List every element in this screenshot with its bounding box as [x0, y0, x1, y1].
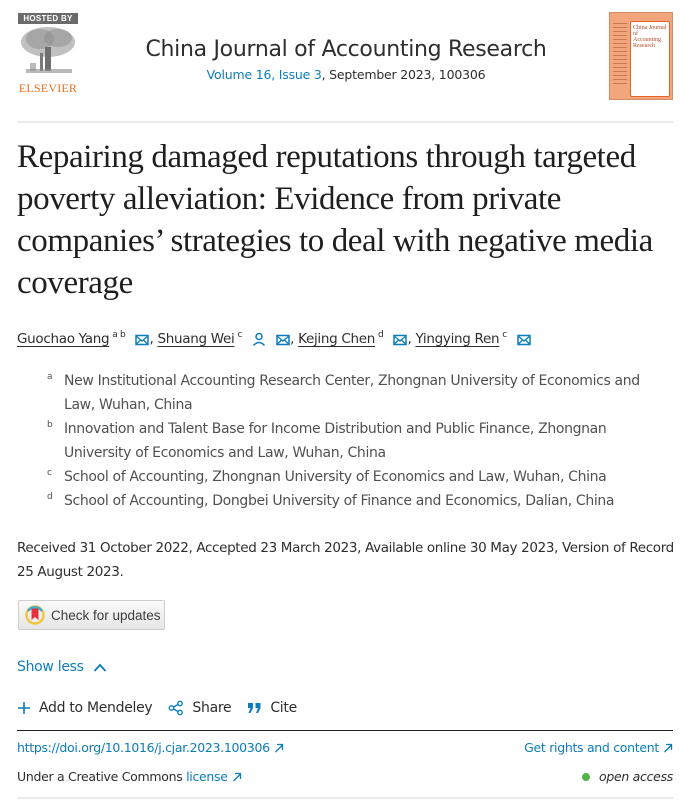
check-for-updates-button[interactable]	[18, 600, 165, 630]
add-to-mendeley-button[interactable]	[17, 700, 152, 716]
chevron-up-icon	[93, 663, 107, 672]
affiliation-text: New Institutional Accounting Research Center, Zhongnan University of Economics and Law, Wuhan, China	[64, 373, 640, 413]
author-link[interactable]: Yingying Ren	[415, 331, 500, 347]
license-link[interactable]	[186, 769, 242, 784]
publication-history: Received 31 October 2022, Accepted 23 March 2023, Available online 30 May 2023, Version of Record 25 August 2023.	[17, 540, 674, 580]
elsevier-wordmark: ELSEVIER	[18, 81, 78, 95]
open-access-badge	[582, 769, 673, 784]
article-actions	[17, 700, 313, 716]
affiliation-text: School of Accounting, Dongbei University of Finance and Economics, Dalian, China	[64, 493, 615, 509]
author-separator: ,	[149, 331, 158, 347]
doi-link[interactable]	[17, 740, 284, 755]
cite-button[interactable]	[247, 700, 297, 716]
license-link-text: license	[186, 769, 228, 784]
author-affiliation-marks[interactable]: c	[237, 330, 243, 340]
author-separator: ,	[407, 331, 416, 347]
open-access-label: open access	[599, 769, 673, 784]
corresponding-author-icon[interactable]	[252, 332, 266, 346]
journal-cover-image[interactable]	[609, 12, 673, 100]
author-separator: ,	[290, 331, 299, 347]
email-icon[interactable]	[276, 334, 290, 346]
author-list	[17, 325, 531, 349]
header-divider	[17, 121, 673, 123]
volume-issue-separator: ,	[271, 67, 279, 82]
doi-text: https://doi.org/10.1016/j.cjar.2023.100306	[17, 740, 270, 755]
affiliation-label: b	[47, 420, 53, 430]
journal-title[interactable]: China Journal of Accounting Research	[145, 37, 547, 62]
share-label: Share	[192, 700, 232, 716]
email-icon[interactable]	[393, 334, 407, 346]
quote-icon	[247, 702, 262, 714]
email-icon[interactable]	[517, 334, 531, 346]
show-less-toggle[interactable]	[17, 659, 107, 675]
external-link-icon	[232, 772, 242, 782]
open-access-dot-icon	[582, 773, 590, 781]
cite-label: Cite	[270, 700, 297, 716]
issue-date-article-number: , September 2023, 100306	[321, 67, 486, 82]
rights-link-text: Get rights and content	[524, 740, 659, 755]
get-rights-and-content-link[interactable]	[524, 740, 673, 755]
affiliation-text: School of Accounting, Zhongnan University of Economics and Law, Wuhan, China	[64, 469, 607, 485]
author-link[interactable]: Guochao Yang	[17, 331, 110, 347]
affiliation-item	[47, 417, 667, 465]
email-icon[interactable]	[135, 334, 149, 346]
license-info	[17, 769, 242, 784]
volume-link[interactable]: Volume 16	[206, 67, 272, 82]
affiliation-list	[47, 369, 667, 513]
share-icon	[168, 700, 184, 716]
article-title: Repairing damaged reputations through targeted poverty alleviation: Evidence from private companies’ strategies to deal with negative media coverage	[17, 139, 653, 301]
author-link[interactable]: Kejing Chen	[298, 331, 376, 347]
author-affiliation-marks[interactable]: a b	[112, 330, 126, 340]
actions-divider	[17, 730, 673, 731]
footer-divider	[17, 797, 673, 799]
cover-decoration	[613, 23, 627, 87]
show-less-label: Show less	[17, 659, 84, 675]
affiliation-item	[47, 465, 667, 489]
doi-row	[17, 740, 673, 758]
external-link-icon	[663, 743, 673, 753]
author-affiliation-marks[interactable]: c	[502, 330, 507, 340]
external-link-icon	[274, 743, 284, 753]
license-row	[17, 769, 673, 787]
share-button[interactable]	[168, 700, 231, 716]
journal-header	[0, 0, 692, 120]
affiliation-item	[47, 369, 667, 417]
cover-title-panel	[630, 21, 670, 97]
affiliation-label: a	[47, 372, 53, 382]
affiliation-text: Innovation and Talent Base for Income Distribution and Public Finance, Zhongnan University of Economics and Law, Wuhan, China	[64, 421, 607, 461]
elsevier-logo[interactable]	[18, 13, 78, 95]
author-affiliation-marks[interactable]: d	[378, 330, 384, 340]
add-to-mendeley-label: Add to Mendeley	[39, 700, 153, 716]
hosted-by-label: HOSTED BY	[18, 13, 78, 24]
author-link[interactable]: Shuang Wei	[157, 331, 235, 347]
plus-icon	[17, 701, 31, 715]
crossmark-icon	[25, 605, 45, 625]
journal-issue-info	[100, 66, 592, 84]
affiliation-item	[47, 489, 667, 513]
journal-info	[100, 36, 592, 84]
check-for-updates-label: Check for updates	[51, 607, 161, 623]
affiliation-label: d	[47, 492, 53, 502]
issue-link[interactable]: Issue 3	[278, 67, 322, 82]
affiliation-label: c	[47, 468, 52, 478]
license-prefix: Under a Creative Commons	[17, 769, 187, 784]
elsevier-tree-icon	[18, 25, 78, 77]
cover-title: China Journal of Accounting Research	[633, 25, 667, 49]
